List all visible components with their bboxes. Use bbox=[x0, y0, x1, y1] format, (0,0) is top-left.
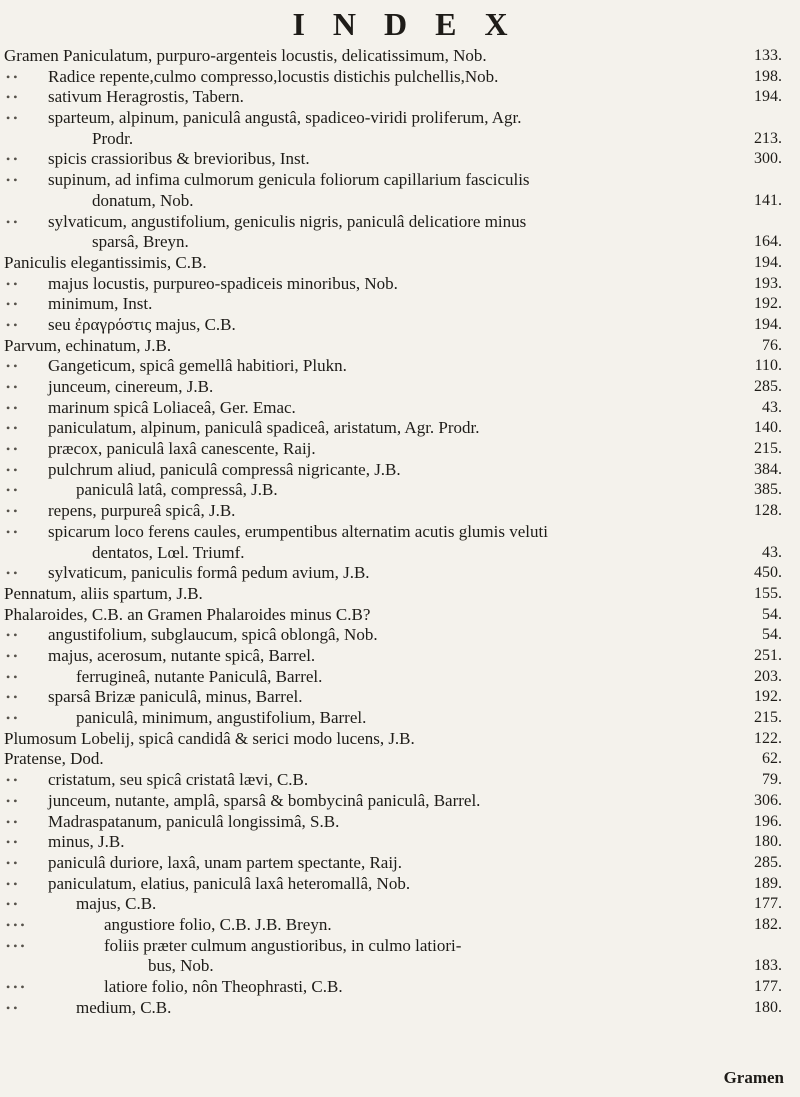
entry-text bbox=[48, 294, 690, 315]
page-number: 155. bbox=[754, 584, 782, 602]
entry-text bbox=[76, 894, 690, 915]
entry-text-main: spicarum loco ferens caules, erumpentibus alternatim acutis glumis veluti bbox=[48, 521, 548, 541]
entry-text bbox=[48, 687, 690, 708]
ditto-marks: • • bbox=[6, 855, 18, 870]
page-number: 196. bbox=[754, 812, 782, 830]
page-number: 133. bbox=[754, 47, 782, 64]
page-number: 182. bbox=[754, 915, 782, 933]
index-entry bbox=[0, 480, 800, 501]
page-number: 183. bbox=[754, 957, 782, 975]
ditto-marks: • • bbox=[6, 69, 18, 84]
entry-text-main: sparteum, alpinum, paniculâ angustâ, spadiceo-viridi proliferum, Agr. bbox=[48, 108, 522, 128]
ditto-marks: • • bbox=[6, 628, 18, 643]
index-entry bbox=[0, 812, 800, 833]
ditto-marks: • • • bbox=[6, 980, 25, 995]
entry-text bbox=[48, 832, 690, 853]
page-number: 62. bbox=[762, 750, 782, 768]
ditto-marks: • • bbox=[6, 669, 18, 684]
entry-text bbox=[48, 874, 690, 895]
entry-text bbox=[48, 460, 690, 481]
entry-text bbox=[48, 108, 690, 149]
index-entry bbox=[0, 584, 800, 605]
index-entry bbox=[0, 522, 800, 563]
entry-text bbox=[104, 915, 690, 936]
entry-text bbox=[48, 563, 690, 584]
entry-text-main: junceum, nutante, amplâ, sparsâ & bombycinâ paniculâ, Barrel. bbox=[48, 790, 481, 810]
entry-text bbox=[48, 646, 690, 667]
entry-text bbox=[4, 605, 690, 626]
index-entry bbox=[0, 853, 800, 874]
entry-text-continuation: donatum, Nob. bbox=[92, 190, 194, 210]
entry-text-main: majus, C.B. bbox=[76, 894, 157, 914]
page-number: 180. bbox=[754, 998, 782, 1016]
entry-text bbox=[48, 770, 690, 791]
entry-text bbox=[48, 418, 690, 439]
index-entry bbox=[0, 253, 800, 274]
page-number: 215. bbox=[754, 709, 782, 727]
entry-text-continuation: sparsâ, Breyn. bbox=[92, 232, 189, 252]
index-entry bbox=[0, 439, 800, 460]
page-number: 385. bbox=[754, 481, 782, 499]
entry-text-continuation: bus, Nob. bbox=[148, 956, 214, 976]
entry-text bbox=[4, 253, 690, 274]
ditto-marks: • • bbox=[6, 297, 18, 312]
page-number: 306. bbox=[754, 791, 782, 809]
entry-text-main: Madraspatanum, paniculâ longissimâ, S.B. bbox=[48, 811, 340, 831]
index-entry bbox=[0, 294, 800, 315]
index-entry bbox=[0, 605, 800, 626]
page-number: 192. bbox=[754, 688, 782, 706]
page-number: 110. bbox=[754, 357, 782, 375]
entry-text-main: repens, purpureâ spicâ, J.B. bbox=[48, 501, 236, 521]
index-entry bbox=[0, 874, 800, 895]
page-number: 177. bbox=[754, 895, 782, 913]
ditto-marks: • • bbox=[6, 524, 18, 539]
entry-text bbox=[4, 336, 690, 357]
index-entry bbox=[0, 708, 800, 729]
entry-text bbox=[48, 625, 690, 646]
ditto-marks: • • bbox=[6, 380, 18, 395]
ditto-marks: • • bbox=[6, 442, 18, 457]
entry-text bbox=[48, 398, 690, 419]
entry-text bbox=[76, 708, 690, 729]
page-number: 450. bbox=[754, 564, 782, 582]
entry-text bbox=[48, 315, 690, 336]
page-number: 164. bbox=[754, 233, 782, 251]
entry-text-main: sylvaticum, angustifolium, geniculis nigris, paniculâ delicatiore minus bbox=[48, 211, 527, 231]
ditto-marks: • • bbox=[6, 317, 18, 332]
index-entries bbox=[0, 46, 800, 1018]
entry-text-main: paniculâ latâ, compressâ, J.B. bbox=[76, 480, 278, 500]
ditto-marks: • • bbox=[6, 276, 18, 291]
entry-text-main: Plumosum Lobelij, spicâ candidâ & serici modo lucens, J.B. bbox=[4, 728, 415, 748]
entry-text bbox=[48, 522, 690, 563]
page-number: 198. bbox=[754, 67, 782, 85]
ditto-marks: • • bbox=[6, 111, 18, 126]
index-entry bbox=[0, 418, 800, 439]
entry-text bbox=[48, 67, 690, 88]
ditto-marks: • • bbox=[6, 897, 18, 912]
index-entry bbox=[0, 377, 800, 398]
page-number: 54. bbox=[762, 626, 782, 644]
entry-text bbox=[48, 274, 690, 295]
page-number: 215. bbox=[754, 440, 782, 458]
entry-text-main: majus locustis, purpureo-spadiceis minoribus, Nob. bbox=[48, 273, 398, 293]
entry-text-main: sylvaticum, paniculis formâ pedum avium, J.B. bbox=[48, 563, 370, 583]
page-number: 193. bbox=[754, 274, 782, 292]
entry-text-main: angustifolium, subglaucum, spicâ oblongâ, Nob. bbox=[48, 625, 378, 645]
entry-text bbox=[76, 998, 690, 1019]
entry-text-main: Gramen Paniculatum, purpuro-argenteis locustis, delicatissimum, Nob. bbox=[4, 46, 487, 65]
ditto-marks: • • bbox=[6, 421, 18, 436]
entry-text bbox=[48, 87, 690, 108]
index-entry bbox=[0, 460, 800, 481]
index-entry bbox=[0, 398, 800, 419]
ditto-marks: • • bbox=[6, 711, 18, 726]
entry-text-main: angustiore folio, C.B. J.B. Breyn. bbox=[104, 914, 332, 934]
index-entry bbox=[0, 625, 800, 646]
entry-text bbox=[104, 936, 690, 977]
index-entry bbox=[0, 915, 800, 936]
index-entry bbox=[0, 832, 800, 853]
page-number: 194. bbox=[754, 315, 782, 333]
index-entry bbox=[0, 646, 800, 667]
entry-text-continuation: Prodr. bbox=[92, 128, 134, 148]
page-number: 384. bbox=[754, 460, 782, 478]
entry-text-main: foliis præter culmum angustioribus, in culmo latiori- bbox=[104, 935, 462, 955]
index-entry bbox=[0, 563, 800, 584]
entry-text bbox=[48, 439, 690, 460]
entry-text bbox=[76, 667, 690, 688]
ditto-marks: • • bbox=[6, 1000, 18, 1015]
entry-text-main: medium, C.B. bbox=[76, 997, 172, 1017]
ditto-marks: • • bbox=[6, 359, 18, 374]
entry-text-main: Pratense, Dod. bbox=[4, 749, 104, 769]
index-entry bbox=[0, 770, 800, 791]
page-number: 285. bbox=[754, 378, 782, 396]
entry-text-main: seu ἐραγρόστις majus, C.B. bbox=[48, 314, 236, 334]
entry-text-main: pulchrum aliud, paniculâ compressâ nigricante, J.B. bbox=[48, 459, 401, 479]
page-number: 180. bbox=[754, 833, 782, 851]
entry-text-main: minus, J.B. bbox=[48, 832, 125, 852]
ditto-marks: • • bbox=[6, 876, 18, 891]
ditto-marks: • • bbox=[6, 773, 18, 788]
ditto-marks: • • bbox=[6, 566, 18, 581]
entry-text-main: sparsâ Brizæ paniculâ, minus, Barrel. bbox=[48, 687, 303, 707]
ditto-marks: • • bbox=[6, 152, 18, 167]
ditto-marks: • • bbox=[6, 504, 18, 519]
index-entry bbox=[0, 274, 800, 295]
page-number: 192. bbox=[754, 295, 782, 313]
index-entry bbox=[0, 977, 800, 998]
entry-text-main: Paniculis elegantissimis, C.B. bbox=[4, 252, 207, 272]
entry-text bbox=[48, 501, 690, 522]
ditto-marks: • • bbox=[6, 90, 18, 105]
entry-text-main: minimum, Inst. bbox=[48, 294, 153, 314]
index-entry bbox=[0, 170, 800, 211]
entry-text-main: majus, acerosum, nutante spicâ, Barrel. bbox=[48, 646, 316, 665]
entry-text bbox=[4, 749, 690, 770]
entry-text-main: paniculâ duriore, laxâ, unam partem spectante, Raij. bbox=[48, 852, 403, 872]
page-number: 43. bbox=[762, 543, 782, 561]
index-entry bbox=[0, 667, 800, 688]
index-entry bbox=[0, 687, 800, 708]
page-number: 141. bbox=[754, 191, 782, 209]
index-entry bbox=[0, 729, 800, 750]
entry-text bbox=[48, 149, 690, 170]
page-number: 140. bbox=[754, 419, 782, 437]
entry-text-main: Radice repente,culmo compresso,locustis distichis pulchellis,Nob. bbox=[48, 66, 499, 86]
ditto-marks: • • bbox=[6, 793, 18, 808]
catchword: Gramen bbox=[723, 1068, 784, 1087]
entry-text bbox=[48, 812, 690, 833]
page-number: 128. bbox=[754, 502, 782, 520]
index-entry bbox=[0, 315, 800, 336]
entry-text bbox=[48, 853, 690, 874]
ditto-marks: • • bbox=[6, 214, 18, 229]
index-entry bbox=[0, 501, 800, 522]
entry-text bbox=[48, 170, 690, 211]
page-number: 122. bbox=[754, 729, 782, 747]
ditto-marks: • • bbox=[6, 835, 18, 850]
ditto-marks: • • bbox=[6, 814, 18, 829]
page-title: INDEX bbox=[292, 6, 536, 42]
index-entry bbox=[0, 894, 800, 915]
entry-text-main: latiore folio, nôn Theophrasti, C.B. bbox=[104, 977, 343, 997]
ditto-marks: • • bbox=[6, 400, 18, 415]
page-number: 300. bbox=[754, 150, 782, 168]
entry-text-main: paniculâ, minimum, angustifolium, Barrel. bbox=[76, 708, 367, 728]
entry-text-main: præcox, paniculâ laxâ canescente, Raij. bbox=[48, 439, 316, 459]
entry-text-main: marinum spicâ Loliaceâ, Ger. Emac. bbox=[48, 397, 296, 417]
entry-text-main: Pennatum, aliis spartum, J.B. bbox=[4, 583, 203, 603]
entry-text-main: Phalaroides, C.B. an Gramen Phalaroides minus C.B? bbox=[4, 604, 371, 624]
ditto-marks: • • bbox=[6, 649, 18, 663]
entry-text bbox=[48, 377, 690, 398]
index-entry bbox=[0, 149, 800, 170]
index-entry bbox=[0, 749, 800, 770]
page-number: 43. bbox=[762, 398, 782, 416]
entry-text-main: spicis crassioribus & brevioribus, Inst. bbox=[48, 149, 310, 169]
page-number: 194. bbox=[754, 88, 782, 106]
entry-text-main: cristatum, seu spicâ cristatâ lævi, C.B. bbox=[48, 770, 309, 790]
entry-text-main: paniculatum, alpinum, paniculâ spadiceâ, aristatum, Agr. Prodr. bbox=[48, 418, 480, 438]
entry-text bbox=[104, 977, 690, 998]
page-number: 54. bbox=[762, 605, 782, 623]
entry-text-main: sativum Heragrostis, Tabern. bbox=[48, 87, 244, 107]
entry-text-main: ferrugineâ, nutante Paniculâ, Barrel. bbox=[76, 666, 323, 686]
entry-text bbox=[4, 584, 690, 605]
entry-text bbox=[4, 729, 690, 750]
entry-text-main: supinum, ad infima culmorum genicula foliorum capillarium fasciculis bbox=[48, 170, 530, 190]
index-entry bbox=[0, 356, 800, 377]
page-number: 251. bbox=[754, 647, 782, 664]
entry-text bbox=[48, 356, 690, 377]
ditto-marks: • • • bbox=[6, 917, 25, 932]
entry-text-main: Parvum, echinatum, J.B. bbox=[4, 335, 172, 355]
page-number: 194. bbox=[754, 253, 782, 271]
entry-text bbox=[76, 480, 690, 501]
index-entry bbox=[0, 936, 800, 977]
entry-text bbox=[48, 212, 690, 253]
index-entry bbox=[0, 791, 800, 812]
page-number: 76. bbox=[762, 336, 782, 354]
index-entry bbox=[0, 108, 800, 149]
page-number: 203. bbox=[754, 667, 782, 685]
ditto-marks: • • • bbox=[6, 938, 25, 953]
entry-text-main: Gangeticum, spicâ gemellâ habitiori, Plukn. bbox=[48, 356, 347, 376]
entry-text-main: junceum, cinereum, J.B. bbox=[48, 377, 214, 397]
index-entry bbox=[0, 67, 800, 88]
ditto-marks: • • bbox=[6, 462, 18, 477]
page-number: 285. bbox=[754, 853, 782, 871]
entry-text-continuation: dentatos, Lœl. Triumf. bbox=[92, 542, 245, 562]
entry-text bbox=[48, 791, 690, 812]
index-entry bbox=[0, 46, 800, 67]
page-number: 177. bbox=[754, 978, 782, 996]
page-number: 79. bbox=[762, 771, 782, 789]
ditto-marks: • • bbox=[6, 690, 18, 705]
entry-text-main: paniculatum, elatius, paniculâ laxâ heteromallâ, Nob. bbox=[48, 873, 411, 893]
page-number: 189. bbox=[754, 874, 782, 892]
entry-text bbox=[4, 46, 690, 67]
index-entry bbox=[0, 212, 800, 253]
ditto-marks: • • bbox=[6, 483, 18, 498]
ditto-marks: • • bbox=[6, 173, 18, 188]
index-entry bbox=[0, 336, 800, 357]
index-entry bbox=[0, 998, 800, 1019]
index-entry bbox=[0, 87, 800, 108]
page-number: 213. bbox=[754, 129, 782, 147]
